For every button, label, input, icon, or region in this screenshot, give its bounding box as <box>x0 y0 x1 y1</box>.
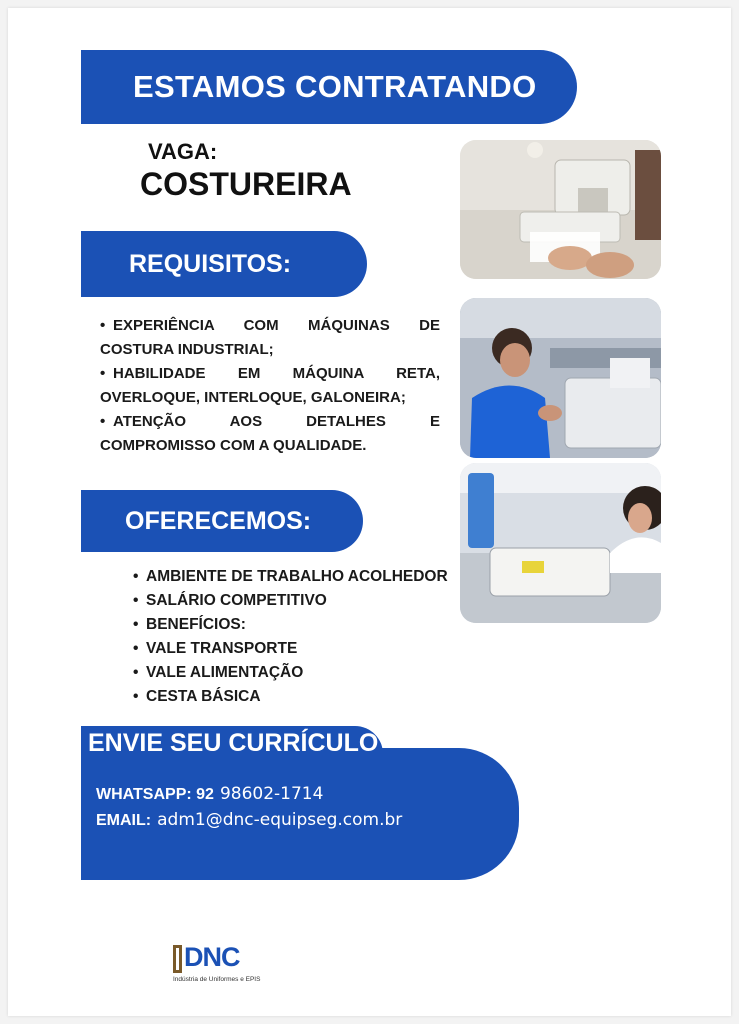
hiring-title: ESTAMOS CONTRATANDO <box>133 69 537 104</box>
list-item: • CESTA BÁSICA <box>133 688 261 705</box>
whatsapp-label: WHATSAPP: 92 <box>96 786 214 803</box>
list-item: • HABILIDADE EM MÁQUINA RETA, OVERLOQUE, INTERLOQUE, GALONEIRA; <box>100 365 440 406</box>
list-item: • BENEFÍCIOS: <box>133 616 246 633</box>
whatsapp-row <box>96 784 323 804</box>
email-label: EMAIL: <box>96 812 152 829</box>
email-address[interactable]: adm1@dnc-equipseg.com.br <box>157 810 403 830</box>
logo-name: DNC <box>184 942 240 972</box>
dnc-logo <box>173 942 273 986</box>
list-item: • AMBIENTE DE TRABALHO ACOLHEDOR <box>133 568 448 585</box>
oferecemos-banner <box>81 490 363 552</box>
requisitos-banner <box>81 231 367 297</box>
flyer-page <box>8 8 731 1016</box>
vaga-label: VAGA: <box>148 139 218 164</box>
factory-worker-photo <box>460 298 661 458</box>
list-item: • VALE ALIMENTAÇÃO <box>133 664 304 681</box>
logo-mark-icon <box>173 945 183 973</box>
email-row <box>96 810 402 830</box>
list-item: • EXPERIÊNCIA COM MÁQUINAS DE COSTURA INDUSTRIAL; <box>100 317 440 358</box>
requisitos-title: REQUISITOS: <box>129 249 292 278</box>
whatsapp-number[interactable]: 98602-1714 <box>219 784 324 804</box>
list-item: • SALÁRIO COMPETITIVO <box>133 592 327 609</box>
sewing-line-photo <box>460 463 661 623</box>
sewing-machine-photo <box>460 140 661 279</box>
hiring-banner <box>81 50 577 124</box>
logo-tagline: Indústria de Uniformes e EPIS <box>173 976 261 983</box>
requisitos-list <box>100 314 440 458</box>
vaga-title: COSTUREIRA <box>140 166 352 202</box>
oferecemos-title: OFERECEMOS: <box>125 506 312 535</box>
list-item: • VALE TRANSPORTE <box>133 640 298 657</box>
list-item: • ATENÇÃO AOS DETALHES E COMPROMISSO COM A QUALIDADE. <box>100 413 440 454</box>
contact-title: ENVIE SEU CURRÍCULO <box>88 729 379 757</box>
oferecemos-list <box>133 565 448 709</box>
